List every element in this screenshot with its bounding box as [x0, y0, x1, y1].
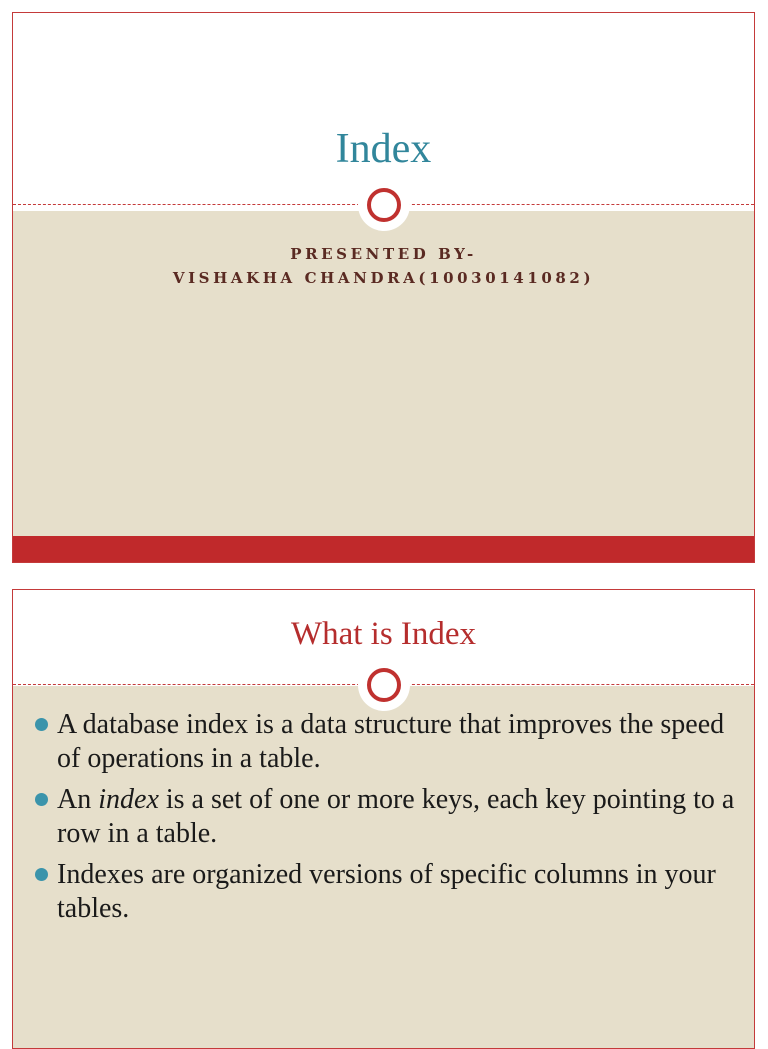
- presented-by-label: PRESENTED BY-: [290, 245, 477, 263]
- list-item: [33, 708, 743, 776]
- list-item: [33, 783, 743, 851]
- bullet-text: Indexes are organized versions of specific columns in your tables.: [57, 859, 716, 924]
- footer-bar: [13, 536, 754, 562]
- bullet-list: [33, 708, 743, 933]
- circle-ornament-icon: [358, 179, 410, 231]
- presenter-name: VISHAKHA CHANDRA(10030141082): [172, 269, 595, 287]
- bullet-text: A database index is a data structure that improves the speed of operations in a table.: [57, 709, 725, 774]
- bullet-dot-icon: [35, 793, 48, 806]
- slide-title: What is Index: [290, 616, 477, 652]
- bullet-text: An: [57, 784, 99, 815]
- circle-ornament-icon: [358, 659, 410, 711]
- bullet-emphasis: index: [98, 784, 159, 815]
- slide-1: [12, 12, 755, 563]
- list-item: [33, 858, 743, 926]
- slide-2: [12, 589, 755, 1049]
- slide-title: Index: [335, 126, 432, 172]
- bullet-dot-icon: [35, 868, 48, 881]
- bullet-text: is a set of one or more keys, each key pointing to a row in a table.: [57, 784, 735, 849]
- bullet-dot-icon: [35, 718, 48, 731]
- presenter-info: [13, 242, 754, 290]
